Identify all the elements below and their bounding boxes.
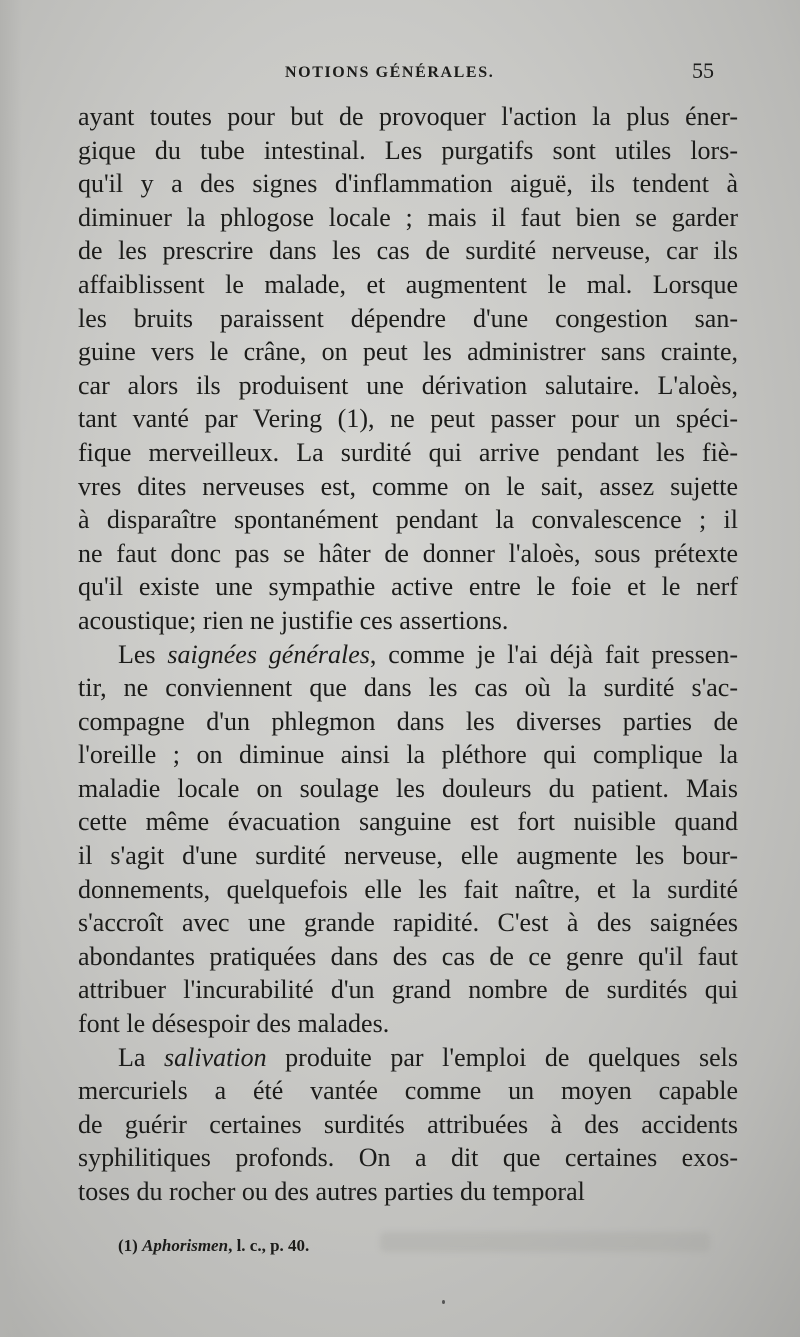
text-run: mercuriels a été vantée comme un moyen capable	[78, 1076, 738, 1106]
text-line	[78, 1041, 738, 1075]
footnote-reference: , l. c., p. 40.	[228, 1236, 310, 1255]
text-run: , comme je l'ai déjà fait pressen-	[369, 639, 738, 669]
text-run: maladie locale on soulage les douleurs du patient. Mais	[78, 773, 738, 803]
text-run: La	[118, 1042, 165, 1072]
text-line	[78, 537, 738, 571]
paper-speck	[442, 1300, 445, 1304]
text-run: de guérir certaines surdités attribuées à des accidents	[78, 1109, 738, 1139]
text-line	[78, 302, 738, 336]
body-text	[78, 100, 738, 1209]
text-run: abondantes pratiquées dans des cas de ce genre qu'il faut	[78, 941, 738, 971]
italic-term: salivation	[164, 1042, 267, 1072]
text-line	[78, 973, 738, 1007]
text-line	[78, 1074, 738, 1108]
text-run: de les prescrire dans les cas de surdité nerveuse, car ils	[78, 236, 738, 266]
text-run: s'accroît avec une grande rapidité. C'est à des saignées	[78, 908, 738, 938]
text-run: car alors ils produisent une dérivation salutaire. L'aloès,	[78, 370, 738, 400]
text-run: compagne d'un phlegmon dans les diverses parties de	[78, 706, 738, 736]
text-line	[78, 335, 738, 369]
text-run: attribuer l'incurabilité d'un grand nombre de surdités qui	[78, 975, 738, 1005]
text-run: cette même évacuation sanguine est fort nuisible quand	[78, 807, 738, 837]
text-run: ne faut donc pas se hâter de donner l'aloès, sous prétexte	[78, 538, 738, 568]
text-run: donnements, quelquefois elle les fait naître, et la surdité	[78, 874, 738, 904]
text-line	[78, 167, 738, 201]
text-line	[78, 940, 738, 974]
footnote-marker: (1)	[118, 1236, 143, 1255]
text-run: à disparaître spontanément pendant la convalescence ; il	[78, 505, 738, 535]
text-line	[78, 906, 738, 940]
running-title: NOTIONS GÉNÉRALES.	[285, 64, 495, 81]
page-edge-shadow	[0, 0, 22, 1337]
text-line	[78, 839, 738, 873]
text-run: qu'il existe une sympathie active entre le foie et le nerf	[78, 572, 738, 602]
text-run: l'oreille ; on diminue ainsi la pléthore qui complique la	[78, 740, 738, 770]
text-run: ayant toutes pour but de provoquer l'action la plus éner-	[78, 102, 738, 131]
text-run: produite par l'emploi de quelques sels	[266, 1042, 738, 1072]
text-line	[78, 604, 738, 638]
text-line	[78, 201, 738, 235]
bleed-through-smudge	[380, 1232, 710, 1252]
text-run: les bruits paraissent dépendre d'une congestion san-	[78, 303, 738, 333]
text-line	[78, 436, 738, 470]
footnote	[118, 1236, 309, 1256]
page-header	[80, 58, 720, 92]
text-line	[78, 402, 738, 436]
text-line	[78, 705, 738, 739]
text-line	[78, 1108, 738, 1142]
text-line	[78, 470, 738, 504]
text-run: fique merveilleux. La surdité qui arrive pendant les fiè-	[78, 437, 738, 467]
text-line	[78, 369, 738, 403]
text-line	[78, 1175, 738, 1209]
text-run: il s'agit d'une surdité nerveuse, elle augmente les bour-	[78, 841, 738, 871]
text-line	[78, 268, 738, 302]
text-line	[78, 772, 738, 806]
text-line	[78, 638, 738, 672]
text-run: qu'il y a des signes d'inflammation aiguë, ils tendent à	[78, 169, 738, 199]
text-line	[78, 503, 738, 537]
text-line	[78, 134, 738, 168]
text-line	[78, 234, 738, 268]
page-number: 55	[692, 58, 714, 83]
text-run: toses du rocher ou des autres parties du temporal	[78, 1177, 585, 1206]
text-run: acoustique; rien ne justifie ces assertions.	[78, 605, 509, 635]
italic-term: saignées générales	[167, 639, 370, 669]
text-run: diminuer la phlogose locale ; mais il faut bien se garder	[78, 202, 738, 232]
text-run: Les	[118, 639, 168, 669]
text-line	[78, 738, 738, 772]
footnote-title: Aphorismen	[142, 1236, 229, 1255]
text-run: affaiblissent le malade, et augmentent le mal. Lorsque	[78, 269, 738, 299]
text-run: vres dites nerveuses est, comme on le sait, assez sujette	[78, 471, 738, 501]
text-run: tir, ne conviennent que dans les cas où la surdité s'ac-	[78, 673, 738, 703]
text-run: gique du tube intestinal. Les purgatifs sont utiles lors-	[78, 135, 738, 165]
text-run: font le désespoir des malades.	[78, 1009, 390, 1039]
text-run: syphilitiques profonds. On a dit que certaines exos-	[78, 1143, 738, 1173]
text-line	[78, 805, 738, 839]
text-run: tant vanté par Vering (1), ne peut passer pour un spéci-	[78, 404, 738, 434]
text-line	[78, 671, 738, 705]
text-line	[78, 1141, 738, 1175]
text-line	[78, 1007, 738, 1041]
text-line	[78, 570, 738, 604]
text-run: guine vers le crâne, on peut les administrer sans crainte,	[78, 337, 738, 367]
text-line	[78, 873, 738, 907]
text-line	[78, 100, 738, 134]
